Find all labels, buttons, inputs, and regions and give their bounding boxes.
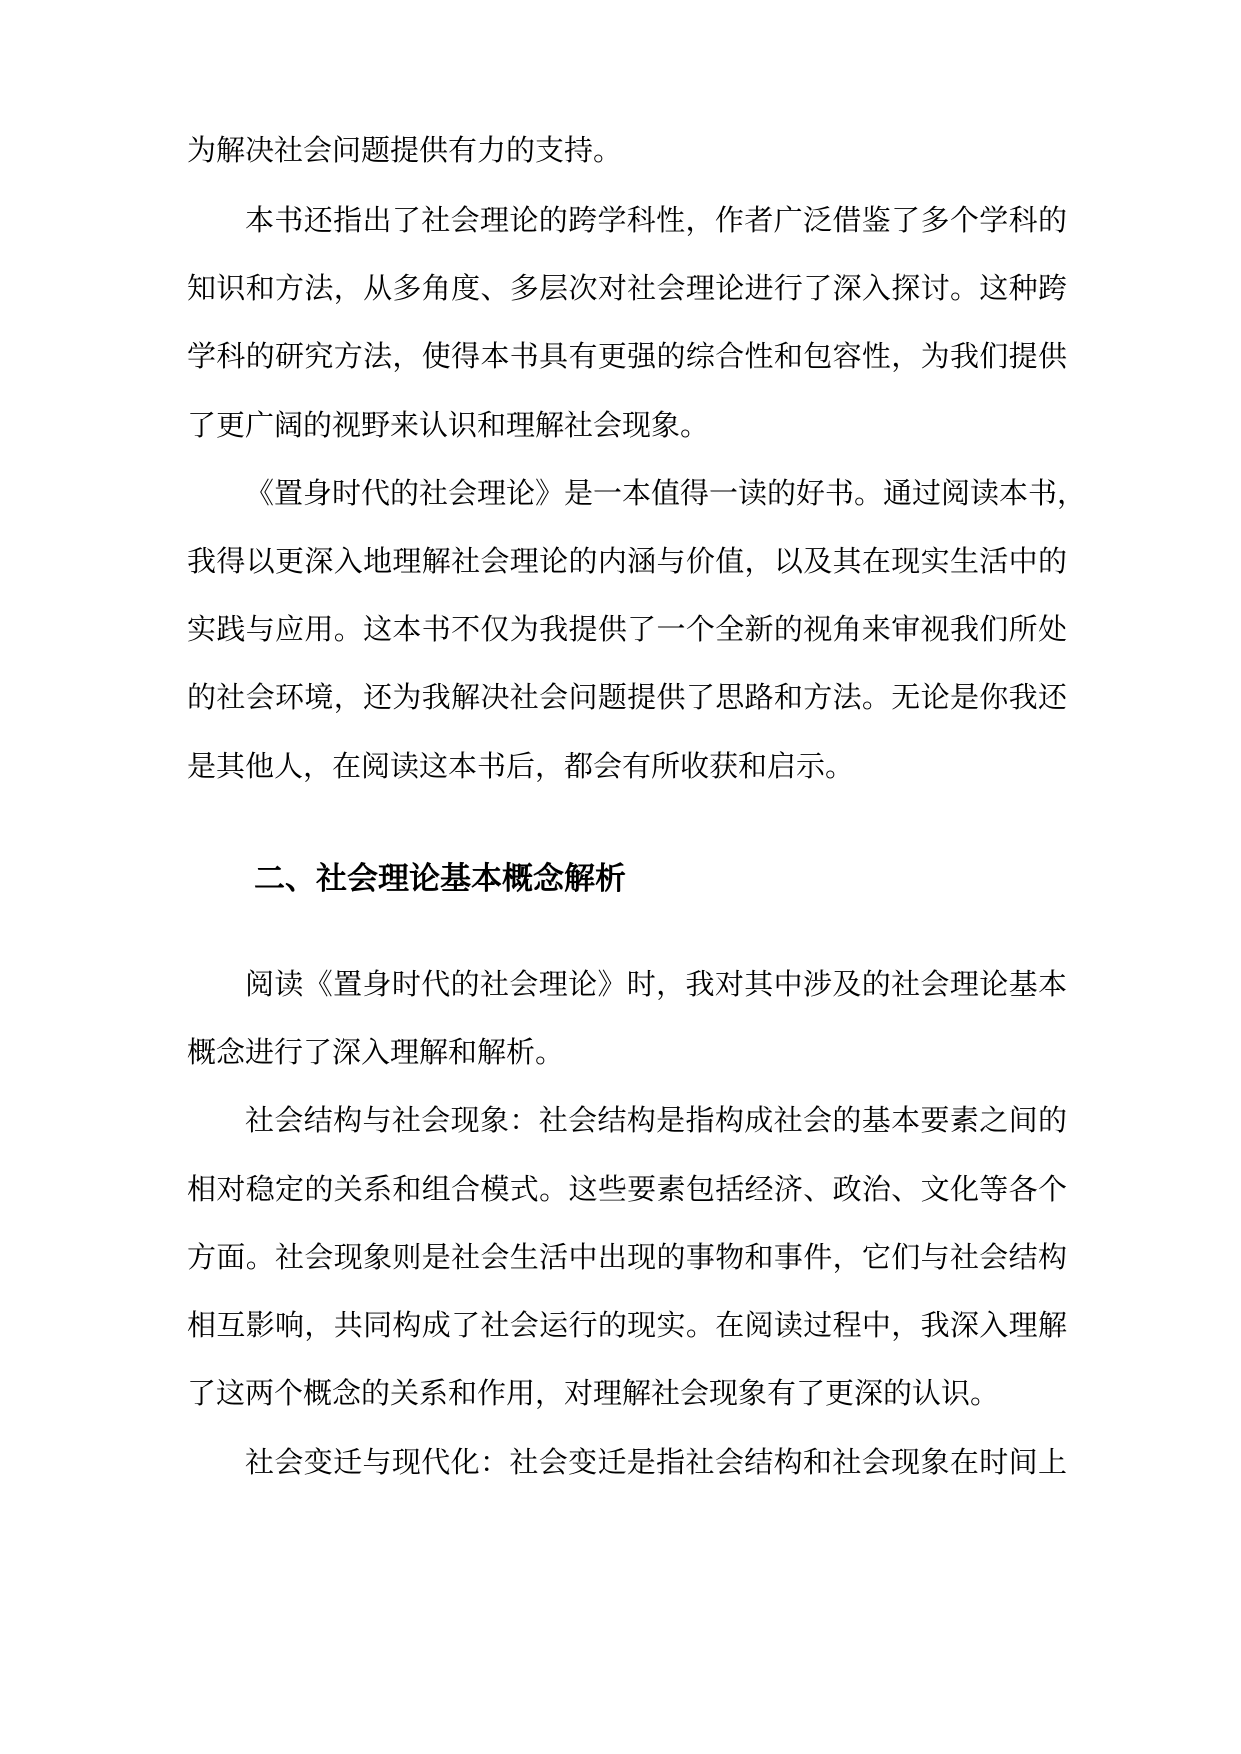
text-line: 社会变迁与现代化：社会变迁是指社会结构和社会现象在时间上: [245, 1445, 1067, 1479]
text-line: 了这两个概念的关系和作用，对理解社会现象有了更深的认识。: [187, 1376, 1000, 1410]
text-line: 学科的研究方法，使得本书具有更强的综合性和包容性，为我们提供: [187, 339, 1067, 373]
text-line: 社会结构与社会现象：社会结构是指构成社会的基本要素之间的: [245, 1103, 1067, 1137]
text-line: 实践与应用。这本书不仅为我提供了一个全新的视角来审视我们所处: [187, 612, 1067, 646]
text-line: 方面。社会现象则是社会生活中出现的事物和事件，它们与社会结构: [187, 1240, 1067, 1274]
section-heading: 二、社会理论基本概念解析: [254, 861, 626, 897]
text-line: 相对稳定的关系和组合模式。这些要素包括经济、政治、文化等各个: [187, 1172, 1067, 1206]
text-line: 知识和方法，从多角度、多层次对社会理论进行了深入探讨。这种跨: [187, 271, 1067, 305]
text-line: 概念进行了深入理解和解析。: [187, 1035, 565, 1069]
text-line: 相互影响，共同构成了社会运行的现实。在阅读过程中，我深入理解: [187, 1308, 1067, 1342]
text-line: 本书还指出了社会理论的跨学科性，作者广泛借鉴了多个学科的: [245, 203, 1067, 237]
text-line: 《置身时代的社会理论》是一本值得一读的好书。通过阅读本书，: [245, 476, 1087, 510]
text-line: 为解决社会问题提供有力的支持。: [187, 133, 623, 167]
text-line: 了更广阔的视野来认识和理解社会现象。: [187, 408, 710, 442]
text-line: 是其他人，在阅读这本书后，都会有所收获和启示。: [187, 749, 855, 783]
text-line: 的社会环境，还为我解决社会问题提供了思路和方法。无论是你我还: [187, 680, 1067, 714]
text-line: 我得以更深入地理解社会理论的内涵与价值，以及其在现实生活中的: [187, 544, 1067, 578]
text-line: 阅读《置身时代的社会理论》时，我对其中涉及的社会理论基本: [245, 967, 1067, 1001]
